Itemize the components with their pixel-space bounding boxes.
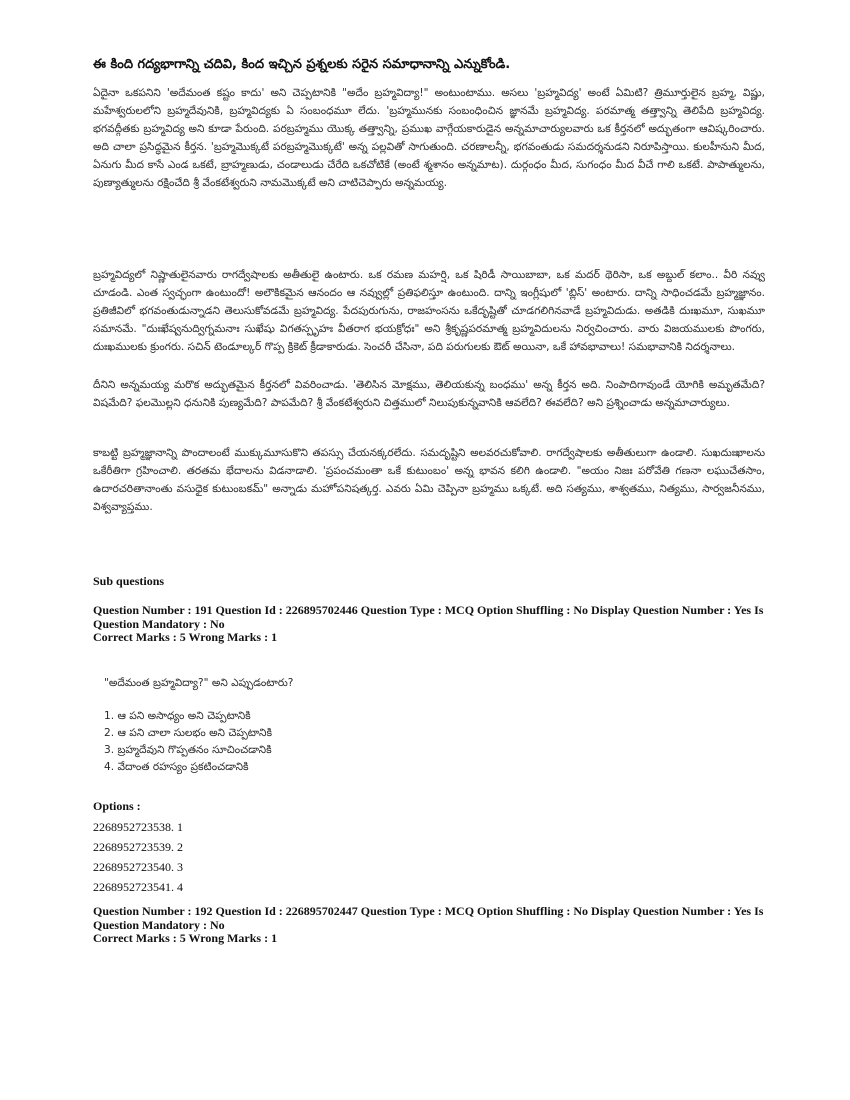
passage-paragraph-2: బ్రహ్మవిద్యలో నిష్ణాతులైనవారు రాగద్వేషాలకు అతీతులై ఉంటారు. ఒక రమణ మహర్షి, ఒక షిరిడీ సాయిబాబా, ఒక మదర్ థెరిసా, ఒక అబ్దుల్ కలాం.. వీరి నవ్వు చూడండి. ఎంత స్వచ్ఛంగా ఉంటుందో! అలౌకికమైన ఆనందం ఆ నవ్వుల్లో ప్రతిఫలిస్తూ ఉంటుంది. దాన్ని ఇంగ్లీషులో 'బ్లిస్' అంటారు. దాన్ని సాధించడమే బ్రహ్మజ్ఞానం. ప్రతిజీవిలో భగవంతుడున్నాడని తెలుసుకోవడమే బ్రహ్మవిద్య. పేదపురుగును, రాజహంసను ఒకేదృష్టితో చూడగలిగినవాడే బ్రహ్మవిదుడు. అతడికి దుఃఖమూ, సుఖమూ సమానమే. "దుఃఖేష్వనుద్విగ్నమనాః సుఖేషు విగతస్పృహః వీతరాగ భయక్రోధః" అని శ్రీకృష్ణపరమాత్మ బ్రహ్మవిదులను నిర్వచించారు. వారు విజయములకు పొంగరు, దుఃఖములకు క్రుంగరు. సచిన్ టెండూల్కర్ గొప్ప క్రికెట్ క్రీడాకారుడు. సెంచరీ చేసినా, పది పరుగులకు ఔట్ అయినా, ఒకే హావభావాలు! సమభావానికి నిదర్శనాలు. [93, 269, 765, 353]
question-marks: Correct Marks : 5 Wrong Marks : 1 [93, 931, 278, 945]
question-191-meta [93, 604, 783, 645]
question-mandatory: Question Mandatory : No [93, 616, 225, 631]
choice-item: 1. ఆ పని అసాధ్యం అని చెప్పటానికి [104, 710, 251, 722]
question-meta-line: Question Number : 191 Question Id : 226895702446 Question Type : MCQ Option Shuffling : No Display Question Number : Yes Is [93, 603, 764, 617]
sub-questions-label: Sub questions [93, 574, 165, 588]
option-id: 2268952723538. 1 [93, 820, 183, 834]
option-id: 2268952723541. 4 [93, 880, 183, 894]
question-mandatory: Question Mandatory : No [93, 917, 225, 932]
choice-item: 2. ఆ పని చాలా సులభం అని చెప్పటానికి [104, 727, 272, 739]
question-marks: Correct Marks : 5 Wrong Marks : 1 [93, 630, 278, 644]
choice-item: 3. బ్రహ్మదేవుని గొప్పతనం సూచించడానికి [104, 744, 272, 756]
question-191-options [93, 817, 183, 897]
options-label: Options : [93, 799, 141, 813]
option-id: 2268952723539. 2 [93, 840, 183, 854]
option-id: 2268952723540. 3 [93, 860, 183, 874]
question-191-stem: "అదేమంత బ్రహ్మవిద్యా?" అని ఎప్పుడంటారు? [104, 677, 294, 689]
passage-paragraph-3: దీనిని అన్నమయ్య మరొక అద్భుతమైన కీర్తనలో వివరించాడు. 'తెలిసిన మోక్షము, తెలియకున్న బంధము' అన్న కీర్తన అది. నింపాదిగావుండే యోగికి అమృతమేది? విషమేది? ఫలమొల్లని ధనునికి పుణ్యమేది? పాపమేది? శ్రీ వేంకటేశ్వరుని చిత్తములో నిలుపుకున్నవానికి ఆవలేది? ఈవలేది? అని ప్రశ్నించాడు అన్నమాచార్యులు. [93, 379, 765, 409]
passage-paragraph-4: కాబట్టి బ్రహ్మజ్ఞానాన్ని పొందాలంటే ముక్కుమూసుకొని తపస్సు చేయనక్కరలేదు. సమదృష్టిని అలవరచుకోవాలి. రాగద్వేషాలకు అతీతులుగా ఉండాలి. సుఖదుఃఖాలను ఒకేరీతిగా గ్రహించాలి. తరతమ భేదాలను విడనాడాలి. 'ప్రపంచమంతా ఒకే కుటుంబం' అన్న భావన కలిగి ఉండాలి. "అయం నిజః పరోవేతి గణనా లఘుచేతసాం, ఉదారచరితానాంతు వసుధైక కుటుంబకమ్" అన్నాడు మహోపనిషత్కర్త. ఎవరు ఏమి చెప్పినా బ్రహ్మము ఒక్కటే. అది సత్యము, శాశ్వతము, నిత్యము, సార్వజనీనము, విశ్వవ్యాప్తము. [93, 447, 765, 513]
question-192-meta [93, 905, 783, 946]
instruction-heading: ఈ కింది గద్యభాగాన్ని చదివి, కింద ఇచ్చిన ప్రశ్నలకు సరైన సమాధానాన్ని ఎన్నుకోండి. [93, 57, 511, 72]
choice-item: 4. వేదాంత రహస్యం ప్రకటించడానికి [104, 761, 249, 773]
question-meta-line: Question Number : 192 Question Id : 226895702447 Question Type : MCQ Option Shuffling : No Display Question Number : Yes Is [93, 904, 764, 918]
question-191-choices [104, 708, 272, 776]
passage-paragraph-1: ఏదైనా ఒకపనిని 'అదేమంత కష్టం కాదు' అని చెప్పటానికి "అదేం బ్రహ్మవిద్యా!" అంటుంటాము. అసలు 'బ్రహ్మవిద్య' అంటే ఏమిటి? త్రిమూర్తులైన బ్రహ్మ, విష్ణు, మహేశ్వరులలోని బ్రహ్మదేవునికి, బ్రహ్మవిద్యకు ఏ సంబంధమూ లేదు. 'బ్రహ్మమునకు సంబంధించిన జ్ఞానమే బ్రహ్మవిద్య. పరమాత్మ తత్త్వాన్ని తెలిపేది బ్రహ్మవిద్య. భగవద్గీతకు బ్రహ్మవిద్య అని కూడా పేరుంది. పరబ్రహ్మము యొక్క తత్త్వాన్ని, ప్రముఖ వాగ్గేయకారుడైన అన్నమాచార్యులవారు ఒక కీర్తనలో అద్భుతంగా ఆవిష్కరించారు. అది చాలా ప్రసిద్ధమైన కీర్తన. 'బ్రహ్మమొక్కటే పరబ్రహ్మమొక్కటే' అన్న పల్లవితో సాగుతుంది. చరణాలన్నీ, భగవంతుడు సమదర్శనుడని నిరూపిస్తాయి. కులహీనుని మీద, ఏనుగు మీద కాసే ఎండ ఒకటే, బ్రాహ్మణుడు, చండాలుడు చేరేది ఒకచోటికే (అంటే శ్మశానం అన్నమాట). దుర్గంధం మీద, సుగంధం మీద వీచే గాలి ఒకటే. పాపాత్ములను, పుణ్యాత్ములను రక్షించేది శ్రీ వేంకటేశ్వరుని నామమొక్కటే అని చాటిచెప్పారు అన్నమయ్య. [93, 87, 765, 189]
